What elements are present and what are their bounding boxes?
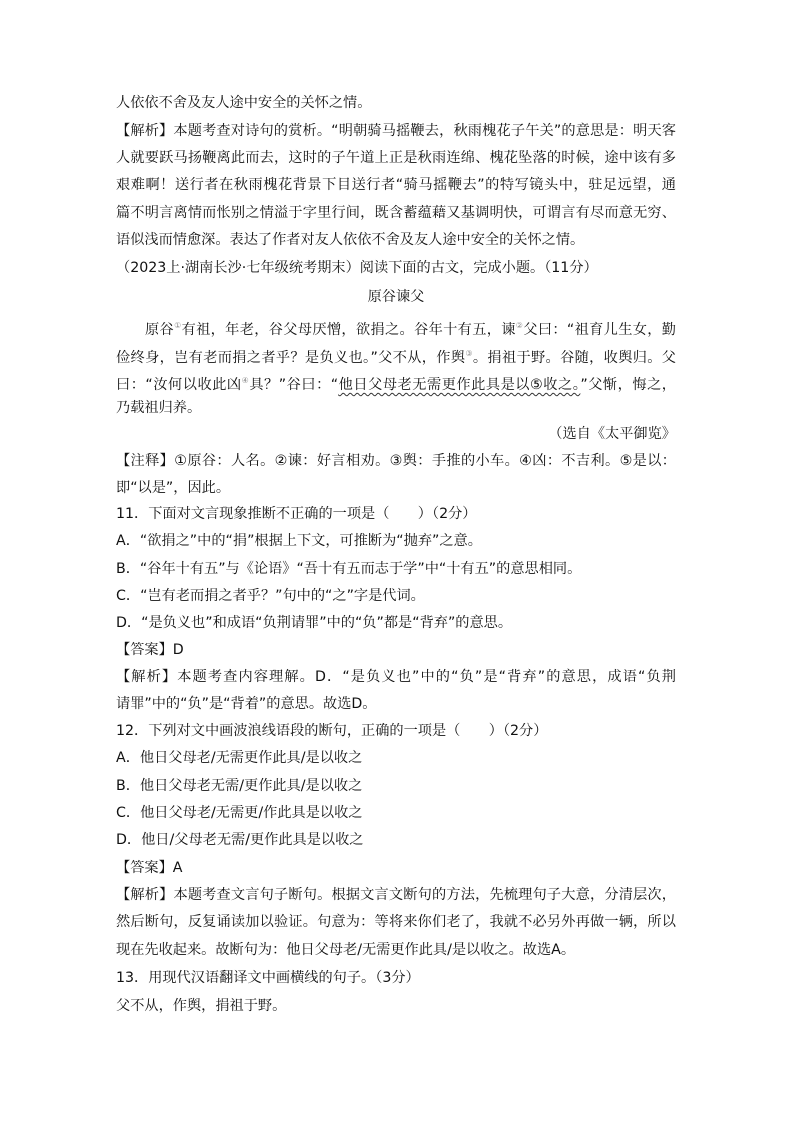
text: 父曰：“祖育儿生女，勤 — [523, 322, 676, 338]
footnote-mark: ① — [174, 321, 182, 330]
q12-option-a: A．他日父母老/无需更作此具/是以收之 — [116, 750, 363, 766]
q12-stem: 12．下列对文中画波浪线语段的断句，正确的一项是（ ）（2分） — [116, 723, 548, 739]
notes-line: 即“以是”，因此。 — [116, 480, 231, 496]
prev-analysis-line: 人就要跃马扬鞭离此而去，这时的子午道上正是秋雨连绵、槐花坠落的时候，途中该有多 — [116, 150, 676, 166]
q12-option-c: C．他日父母老/无需更/作此具是以收之 — [116, 805, 363, 821]
text: 有祖，年老，谷父母厌憎，欲捐之。谷年十有五，谏 — [181, 322, 516, 338]
q11-option-a: A．“欲捐之”中的“捐”根据上下文，可推断为“抛弃”之意。 — [116, 533, 482, 549]
text: 俭终身，岂有老而捐之者乎？是负义也。”父不从，作舆 — [116, 350, 466, 366]
passage-line: 乃载祖归养。 — [116, 400, 202, 416]
footnote-mark: ④ — [241, 376, 250, 385]
q11-option-d: D．“是负义也”和成语“负荆请罪”中的“负”都是“背弃”的意思。 — [116, 615, 513, 631]
q12-option-d: D．他日/父母老无需/更作此具是以收之 — [116, 832, 364, 848]
prev-analysis-line: 【解析】本题考查对诗句的赏析。“明朝骑马摇鞭去，秋雨槐花子午关”的意思是：明天客 — [116, 123, 676, 139]
text: ”父惭，悔之， — [580, 377, 676, 393]
q12-analysis-line: 【解析】本题考查文言句子断句。根据文言文断句的方法，先梳理句子大意，分清层次， — [116, 887, 676, 903]
passage-source: （选自《太平御览》 — [548, 426, 676, 442]
passage-line — [116, 371, 676, 395]
text: 具？”谷曰：“ — [249, 377, 339, 393]
q11-analysis-line: 请罪”中的“负”是“背着”的意思。故选D。 — [116, 696, 377, 712]
wavy-underlined-text: 他日父母老无需更作此具是以⑤收之。 — [338, 377, 581, 393]
q13-stem: 13．用现代汉语翻译文中画横线的句子。（3分） — [116, 970, 420, 986]
notes-line: 【注释】①原谷：人名。②谏：好言相劝。③舆：手推的小车。④凶：不吉利。⑤是以： — [116, 453, 676, 469]
q12-analysis-line: 现在先收起来。故断句为：他日父母老/无需更作此具/是以收之。故选A。 — [116, 942, 576, 958]
prev-analysis-line: 篇不明言离情而怅别之情溢于字里行间，既含蓄蕴藉又基调明快，可谓言有尽而意无穷、 — [116, 205, 676, 221]
section-intro: （2023上·湖南长沙·七年级统考期末）阅读下面的古文，完成小题。（11分） — [116, 260, 598, 276]
prev-answer-tail: 人依依不舍及友人途中安全的关怀之情。 — [116, 95, 372, 111]
q11-option-b: B．“谷年十有五”与《论语》“吾十有五而志于学”中“十有五”的意思相同。 — [116, 561, 582, 577]
footnote-mark: ② — [515, 321, 524, 330]
passage-line — [116, 344, 676, 368]
q11-stem: 11．下面对文言现象推断不正确的一项是（ ）（2分） — [116, 506, 477, 522]
prev-analysis-line: 艰难啊！送行者在秋雨槐花背景下目送行者“骑马摇鞭去”的特写镜头中，驻足远望，通 — [116, 177, 676, 193]
q12-option-b: B．他日父母老无需/更作此具/是以收之 — [116, 778, 363, 794]
q12-answer: 【答案】A — [116, 860, 183, 876]
passage-line — [116, 316, 676, 340]
text: 原谷 — [145, 322, 175, 338]
footnote-mark: ③ — [465, 349, 473, 358]
q11-answer: 【答案】D — [116, 642, 184, 658]
q12-analysis-line: 然后断句，反复诵读加以验证。句意为：等将来你们老了，我就不必另外再做一辆，所以 — [116, 914, 676, 930]
passage-title: 原谷谏父 — [367, 289, 425, 305]
q11-option-c: C．“岂有老而捐之者乎？”句中的“之”字是代词。 — [116, 588, 425, 604]
q11-analysis-line: 【解析】本题考查内容理解。D．“是负义也”中的“负”是“背弃”的意思，成语“负荆 — [116, 669, 676, 685]
text: 曰：“汝何以收此凶 — [116, 377, 242, 393]
prev-analysis-line: 语似浅而情愈深。表达了作者对友人依依不舍及友人途中安全的关怀之情。 — [116, 232, 585, 248]
text: 。捐祖于野。谷随，收舆归。父 — [472, 350, 676, 366]
q13-sentence: 父不从，作舆，捐祖于野。 — [116, 998, 287, 1014]
